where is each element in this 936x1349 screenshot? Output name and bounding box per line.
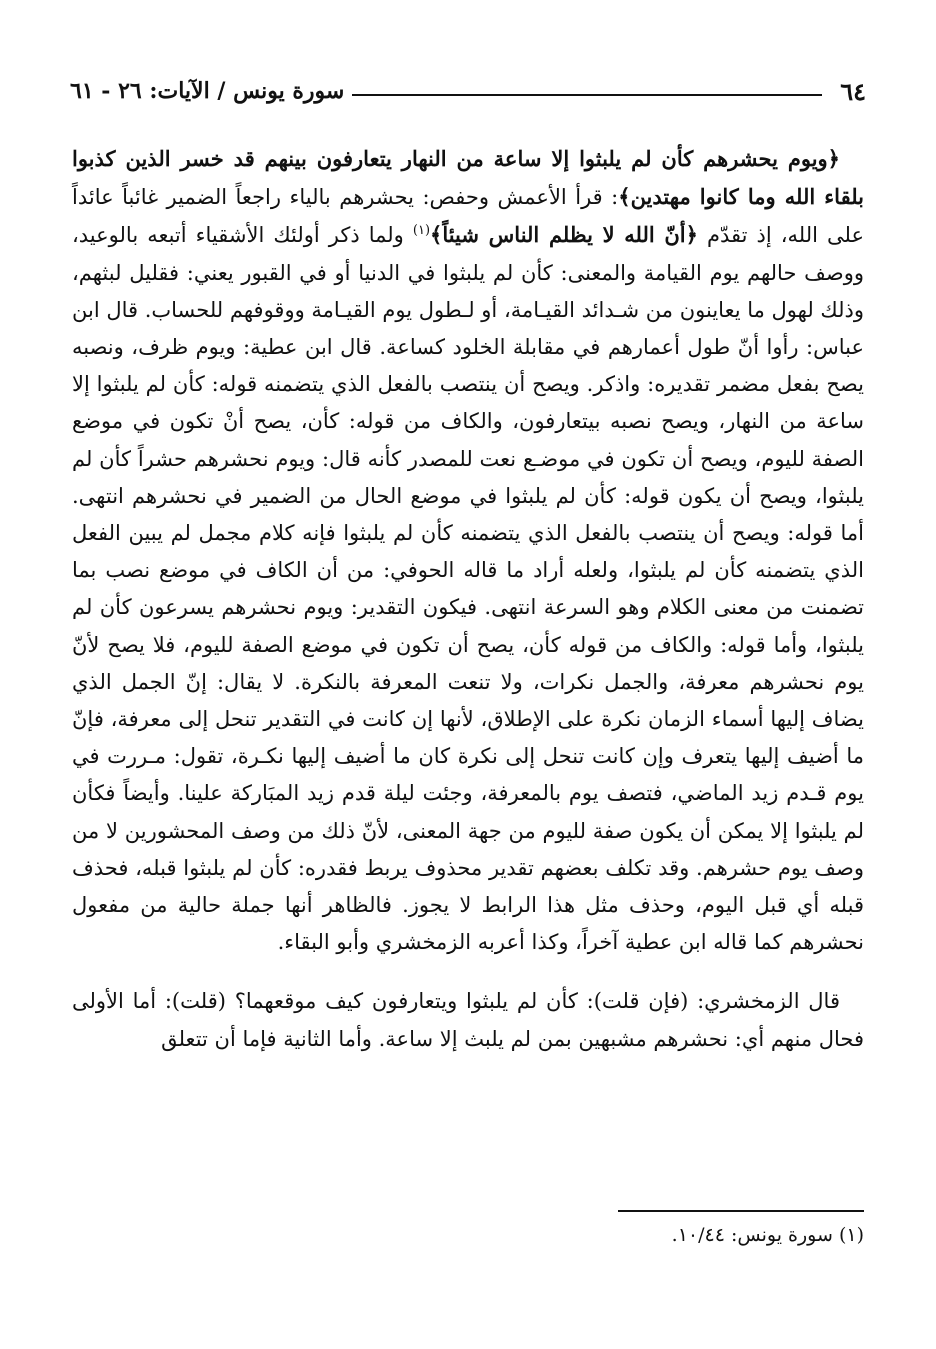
page-number: ٦٤ bbox=[840, 76, 866, 106]
paragraph-1 bbox=[72, 140, 864, 961]
header-rule bbox=[352, 94, 822, 96]
paragraph-2: قال الزمخشري: (فإن قلت): كأن لم يلبثوا ويتعارفون كيف موقعهما؟ (قلت): أما الأولى فحال منهم أي: نحشرهم مشبهين بمن لم يلبث إلا ساعة. وأما الثانية فإما أن تتعلق bbox=[72, 989, 864, 1051]
footnote-rule bbox=[618, 1210, 864, 1212]
running-header bbox=[70, 76, 866, 106]
paragraph-1-text-b: ولما ذكر أولئك الأشقياء أتبعه بالوعيد، ووصف حالهم يوم القيامة والمعنى: كأن لم يلبثوا في الدنيا أو في القبور يعني: فقليل لبثهم، وذلك لهول ما يعاينون من شـدائد القيـامة، أو لـطول يوم القيـامة ووقوفهم للحساب. قال ابن عباس: رأوا أنّ طول أعمارهم في مقابلة الخلود كساعة. قال ابن عطية: ويوم ظرف، ونصبه يصح بفعل مضمر تقديره: واذكر. ويصح أن ينتصب بالفعل الذي يتضمنه قوله: كأن لم يلبثوا إلا ساعة من النهار، ويصح نصبه بيتعارفون، والكاف من قوله: كأن، يصح أنْ تكون في موضع الصفة لليوم، ويصح أن تكون في موضـع نعت للمصدر كأنه قال: ويوم نحشرهم حشراً كأن لم يلبثوا، ويصح أن يكون قوله: كأن لم يلبثوا في موضع الحال من الضمير في نحشرهم انتهى. أما قوله: ويصح أن ينتصب بالفعل الذي يتضمنه كأن لم يلبثوا فإنه كلام مجمل لم يبين الفعل الذي يتضمنه كأن لم يلبثوا، ولعله أراد ما قاله الحوفي: من أن الكاف في موضع نصب بما تضمنت من معنى الكلام وهو السرعة انتهى. فيكون التقدير: ويوم نحشرهم يسرعون كأن لم يلبثوا، وأما قوله: والكاف من قوله كأن، يصح أن تكون في موضع الصفة لليوم، فلا يصح لأنّ يوم نحشرهم معرفة، والجمل نكرات، ولا تنعت المعرفة بالنكرة. لا يقال: إنّ الجمل الذي يضاف إليها أسماء الزمان نكرة على الإطلاق، لأنها إن كانت في التقدير تنحل إلى معرفة، فإنّ ما أضيف إليها يتعرف وإن كانت تنحل إلى نكرة كان ما أضيف إليها نكـرة، تقول: مـررت في يوم قـدم زيد الماضي، فتصف يوم بالمعرفة، وجئت ليلة قدم زيد المبَاركة علينا. وأيضاً فكأن لم يلبثوا إلا يمكن أن يكون صفة لليوم من جهة المعنى، لأنّ ذلك من وصف المحشورين لا من وصف يوم حشرهم. وقد تكلف بعضهم تقدير محذوف يربط فقدره: كأن لم يلبثوا قبله، فحذف قبله أي قبل اليوم، وحذف مثل هذا الرابط لا يجوز. فالظاهر أنها جملة حالية من مفعول نحشرهم كما قاله ابن عطية آخراً، وكذا أعربه الزمخشري وأبو البقاء. bbox=[72, 223, 864, 955]
quran-verse: ﴿ويوم يحشرهم كأن لم يلبثوا إلا ساعة من النهار يتعارفون بينهم قد خسر الذين كذبوا بلقاء الله وما كانوا مهتدين﴾ bbox=[72, 146, 864, 210]
main-text bbox=[72, 140, 864, 1058]
running-title: سورة يونس / الآيات: ٢٦ - ٦١ bbox=[70, 78, 345, 104]
footnote-mark: (١) bbox=[412, 223, 431, 239]
quran-quote: ﴿أنّ الله لا يظلم الناس شيئاً﴾ bbox=[430, 222, 698, 248]
paragraph-1-text-a: : قرأ الأعمش وحفص: يحشرهم بالياء راجعاً الضمير غائباً عائداً على الله، إذ تقدّم bbox=[72, 185, 864, 248]
footnote: (١) سورة يونس: ١٠/٤٤. bbox=[671, 1224, 864, 1246]
